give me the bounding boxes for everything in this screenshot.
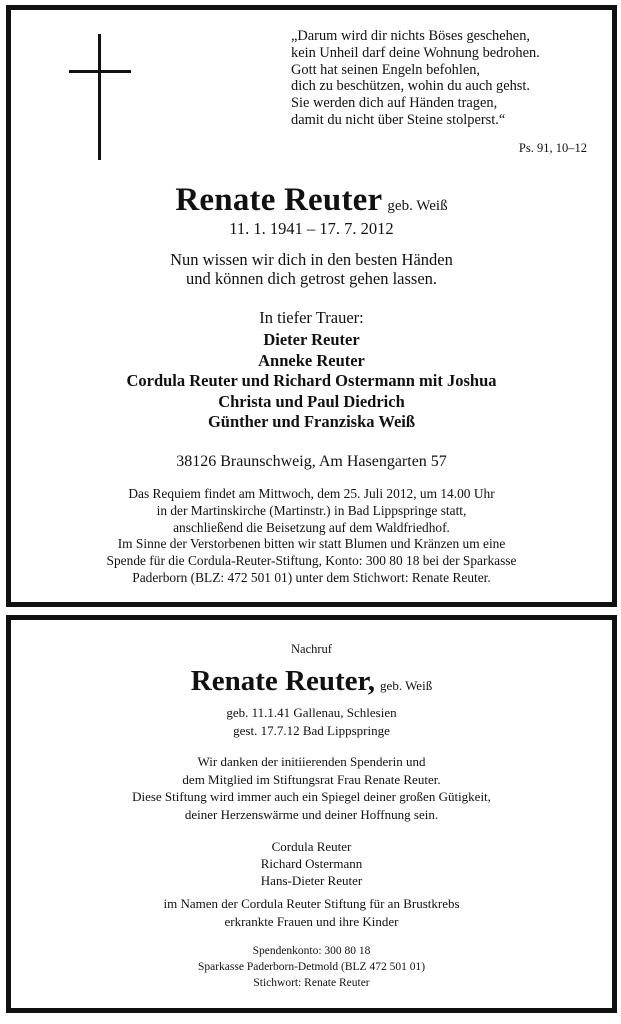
requiem-line: Das Requiem findet am Mittwoch, dem 25. Juli 2012, um 14.00 Uhr [128, 486, 495, 501]
thanks-text [11, 753, 612, 823]
family-list [11, 330, 612, 433]
verse-line: dich zu beschützen, wohin du auch gehst. [291, 78, 530, 95]
thanks-line: Diese Stiftung wird immer auch ein Spiegel deiner großen Gütigkeit, [132, 789, 491, 804]
name-text: Renate Reuter [175, 182, 383, 218]
family-member: Günther und Franziska Weiß [207, 412, 416, 432]
thanks-line: Wir danken der initiierenden Spenderin und [197, 754, 426, 769]
foundation-line: im Namen der Cordula Reuter Stiftung für an Brustkrebs [163, 896, 460, 911]
requiem-line: Im Sinne der Verstorbenen bitten wir statt Blumen und Kränzen um eine [117, 536, 506, 552]
family-member: Christa und Paul Diedrich [218, 391, 405, 411]
notice-heading: Nachruf [291, 642, 332, 656]
life-detail-line: gest. 17.7.12 Bad Lippspringe [233, 722, 390, 738]
requiem-line: Spende für die Cordula-Reuter-Stiftung, Konto: 300 80 18 bei der Sparkasse [106, 553, 517, 569]
verse-line: damit du nicht über Steine stolperst.“ [291, 111, 506, 128]
signer: Hans-Dieter Reuter [260, 873, 363, 888]
memorial-notice [6, 615, 617, 1013]
requiem-line: Paderborn (BLZ: 472 501 01) unter dem Stichwort: Renate Reuter. [132, 569, 491, 585]
thanks-line: dem Mitglied im Stiftungsrat Frau Renate Reuter. [182, 771, 441, 787]
donation-account [11, 943, 612, 991]
message-line: und können dich getrost gehen lassen. [185, 269, 438, 288]
requiem-line: in der Martinskirche (Martinstr.) in Bad Lippspringe statt, [156, 502, 467, 518]
family-member: Cordula Reuter und Richard Ostermann mit Joshua [126, 371, 497, 391]
name-text: Renate Reuter, [190, 665, 375, 697]
thanks-line: deiner Herzenswärme und deiner Hoffnung sein. [184, 806, 439, 822]
obituary-notice [6, 5, 617, 607]
family-member: Anneke Reuter [258, 350, 365, 370]
foundation-text [11, 895, 612, 930]
requiem-info [11, 486, 612, 587]
deceased-name [11, 665, 612, 698]
verse-line: kein Unheil darf deine Wohnung bedrohen. [291, 44, 540, 61]
account-line: Stichwort: Renate Reuter [253, 977, 370, 989]
life-dates: 11. 1. 1941 – 17. 7. 2012 [229, 219, 394, 238]
verse-line: „Darum wird dir nichts Böses geschehen, [291, 28, 530, 44]
life-details [11, 704, 612, 739]
address: 38126 Braunschweig, Am Hasengarten 57 [176, 453, 447, 470]
message-line: Nun wissen wir dich in den besten Händen [170, 250, 453, 269]
signers-list [11, 838, 612, 889]
verse-reference: Ps. 91, 10–12 [518, 141, 587, 155]
mourning-label: In tiefer Trauer: [259, 308, 364, 327]
account-line: Spendenkonto: 300 80 18 [252, 945, 371, 957]
signer: Cordula Reuter [271, 839, 352, 854]
bible-verse [291, 28, 601, 155]
verse-line: Sie werden dich auf Händen tragen, [291, 95, 498, 112]
family-member: Dieter Reuter [263, 330, 360, 349]
account-line: Sparkasse Paderborn-Detmold (BLZ 472 501 01) [197, 961, 426, 973]
deceased-name [11, 182, 612, 219]
signer: Richard Ostermann [260, 856, 363, 871]
verse-line: Gott hat seinen Engeln befohlen, [291, 61, 481, 78]
life-detail-line: geb. 11.1.41 Gallenau, Schlesien [226, 705, 397, 720]
requiem-line: anschließend die Beisetzung auf dem Waldfriedhof. [173, 519, 450, 535]
cross-icon [69, 34, 131, 160]
maiden-name: geb. Weiß [387, 198, 448, 214]
farewell-message [11, 250, 612, 288]
maiden-name: geb. Weiß [380, 678, 433, 693]
foundation-line: erkrankte Frauen und ihre Kinder [224, 913, 399, 929]
